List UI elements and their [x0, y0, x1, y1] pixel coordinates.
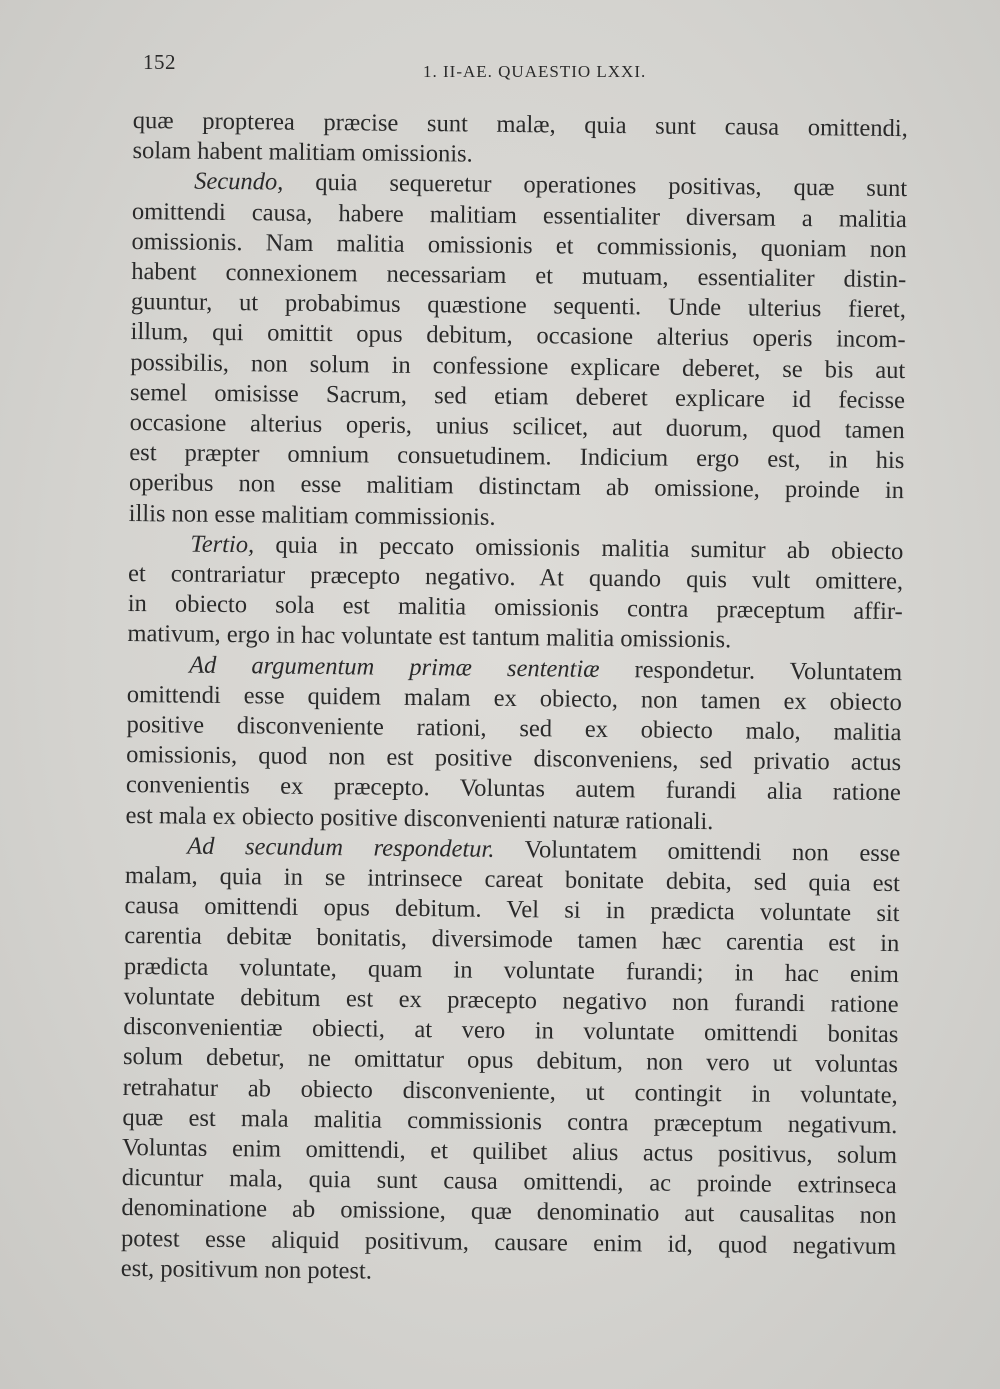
text-line: denominatione ab omissione, quæ denominatio aut causalitas non [121, 1194, 897, 1230]
text-line: Voluntas enim omittendi, et quilibet alius actus positivus, solum [121, 1133, 898, 1169]
paragraph-lead: Ad argumentum primæ sententiæ [189, 651, 600, 683]
text-line: dicuntur mala, quia sunt causa omittendi, ac proinde extrinseca [121, 1164, 897, 1200]
text-line: habent connexionem necessariam et mutuam, essentialiter distin- [131, 258, 907, 294]
paragraph [121, 831, 901, 1292]
paragraph-lead: Tertio, [190, 530, 255, 559]
text-line: quæ propterea præcise sunt malæ, quia sunt causa omittendi, [132, 106, 908, 143]
text-line: in obiecto sola est malitia omissionis contra præceptum affir- [127, 590, 903, 626]
text-line: causa omittendi opus debitum. Vel si in prædicta voluntate sit [124, 892, 900, 928]
text-line: retrahatur ab obiecto disconveniente, ut contingit in voluntate, [122, 1073, 898, 1109]
text-line: guuntur, ut probabimus quæstione sequenti. Unde ulterius fieret, [130, 288, 907, 324]
running-head: 1. II-AE. QUAESTIO LXXI. [423, 62, 647, 81]
paragraph [132, 106, 908, 175]
text-line: prædicta voluntate, quam in voluntate furandi; in hac enim [123, 952, 900, 988]
page-number: 152 [143, 50, 176, 74]
text-line: omissionis, quod non est positive disconveniens, sed privatio actus [126, 741, 902, 777]
text-line: solam habent malitiam omissionis. [132, 137, 473, 168]
paragraph [125, 650, 902, 839]
page-header [143, 50, 903, 90]
text-line: convenientis ex præcepto. Voluntas autem furandi alia ratione [125, 771, 901, 807]
text-line-rest: Voluntatem omittendi non esse [524, 836, 901, 867]
text-line: semel omisisse Sacrum, sed etiam deberet explicare id fecisse [129, 378, 906, 414]
text-line: positive disconveniente rationi, sed ex obiecto malo, malitia [126, 711, 902, 747]
text-line: malam, quia in se intrinsece careat bonitate debita, sed quia est [124, 862, 901, 898]
text-line: solum debetur, ne omittatur opus debitum, non vero ut voluntas [122, 1043, 899, 1079]
text-line: voluntate debitum est ex præcepto negativo non furandi ratione [123, 982, 899, 1018]
text-line: mativum, ergo in hac voluntate est tantum malitia omissionis. [127, 620, 732, 654]
paragraph [127, 529, 903, 658]
text-line: est, positivum non potest. [120, 1254, 373, 1285]
text-line: est mala ex obiecto positive disconvenienti naturæ rationali. [125, 801, 714, 835]
paragraph [129, 166, 908, 537]
text-line: et contrariatur præcepto negativo. At quando quis vult omittere, [127, 560, 904, 596]
paragraph-lead: Ad secundum respondetur. [187, 832, 495, 863]
text-line: omittendi esse quidem malam ex obiecto, non tamen ex obiecto [126, 680, 902, 716]
text-line-rest: quia in peccato omissionis malitia sumitur ab obiecto [275, 531, 904, 565]
text-line: omittendi causa, habere malitiam essentialiter diversam a malitia [131, 197, 907, 233]
text-line: disconvenientiæ obiecti, at vero in voluntate omittendi bonitas [123, 1013, 899, 1049]
text-line: illum, qui omittit opus debitum, occasione alterius operis incom- [130, 318, 906, 354]
text-line-rest: quia sequeretur operationes positivas, quæ sunt [315, 169, 908, 203]
text-line: occasione alterius operis, unius scilicet, aut duorum, quod tamen [129, 409, 905, 445]
text-line: quæ est mala malitia commissionis contra præceptum negativum. [122, 1103, 898, 1139]
paragraph-lead: Secundo, [194, 168, 284, 196]
text-line: possibilis, non solum in confessione explicare deberet, se bis aut [130, 348, 906, 384]
text-line: operibus non esse malitiam distinctam ab omissione, proinde in [128, 469, 905, 505]
text-line: omissionis. Nam malitia omissionis et commissionis, quoniam non [131, 227, 907, 263]
text-line: carentia debitæ bonitatis, diversimode tamen hæc carentia est in [124, 922, 900, 958]
text-line: potest esse aliquid positivum, causare enim id, quod negativum [121, 1224, 897, 1260]
body-text [121, 106, 908, 1292]
text-line-rest: respondetur. Voluntatem [634, 655, 903, 686]
text-line: illis non esse malitiam commissionis. [128, 499, 496, 531]
text-line: est præpter omnium consuetudinem. Indicium ergo est, in his [129, 439, 905, 475]
